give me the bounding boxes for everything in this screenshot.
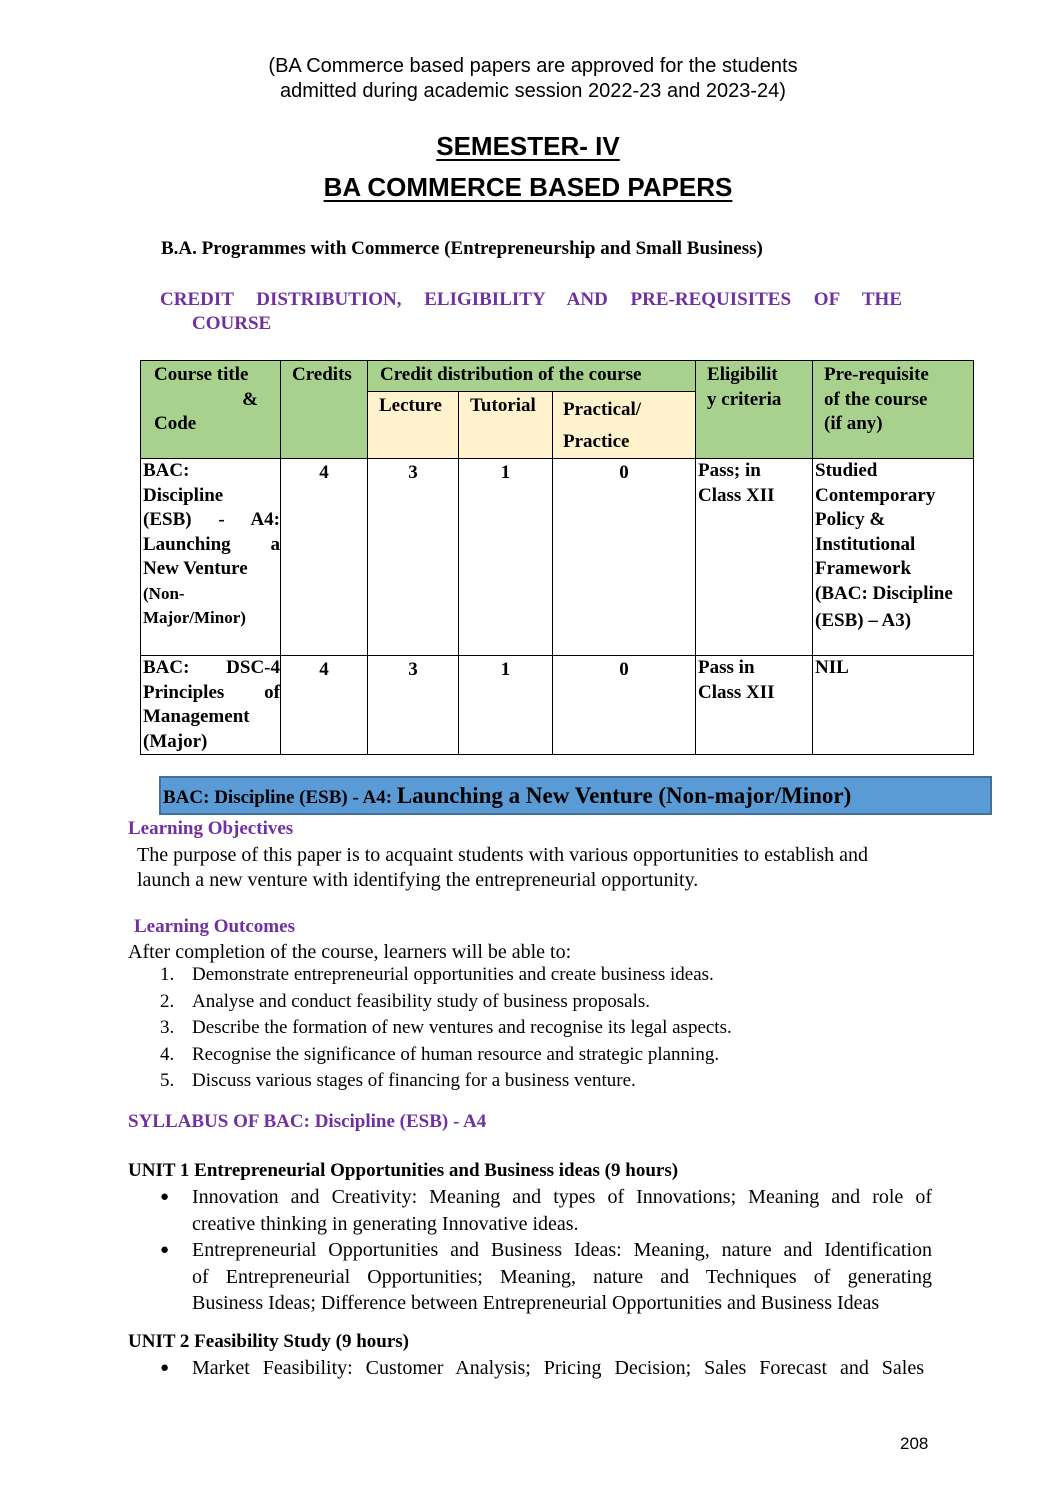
bullet-line: creative thinking in generating Innovative ideas. (192, 1212, 579, 1235)
learning-objectives-line: launch a new venture with identifying the entrepreneurial opportunity. (137, 869, 699, 891)
section-title: BA COMMERCE BASED PAPERS (323, 172, 733, 202)
course-banner-prefix: BAC: Discipline (ESB) - A4: (163, 787, 397, 808)
bullet-icon: ● (160, 1242, 170, 1258)
practical-cell: 0 (553, 656, 696, 755)
cell-line: Management (143, 706, 250, 727)
cell-line: Class XII (698, 681, 775, 703)
bullet-line: Entrepreneurial Opportunities and Business Ideas: Meaning, nature and Identification (192, 1239, 932, 1261)
credits-cell: 4 (281, 459, 368, 656)
credit-heading-line-1: CREDIT DISTRIBUTION, ELIGIBILITY AND PRE-REQUISITES OF THE (160, 289, 902, 310)
cell-line: Pass; in (698, 460, 761, 481)
cell-line: (BAC: Discipline (815, 582, 953, 604)
list-item-number: 5. (160, 1070, 175, 1091)
header-eligibility (696, 361, 813, 459)
tutorial-cell: 1 (459, 459, 553, 656)
learning-outcomes-heading: Learning Outcomes (134, 916, 295, 937)
list-item-text: Recognise the significance of human resource and strategic planning. (192, 1043, 720, 1065)
header-eligibility-line: y criteria (707, 388, 782, 410)
learning-objectives-text (137, 843, 868, 893)
bullet-line: Innovation and Creativity: Meaning and types of Innovations; Meaning and role of (192, 1186, 932, 1208)
list-item-number: 2. (160, 990, 175, 1012)
cell-line: Principles of (143, 681, 280, 703)
cell-line: Studied (815, 460, 878, 481)
unit-1-bullet-1 (160, 1184, 932, 1237)
eligibility-cell (696, 459, 813, 656)
table-row (141, 459, 974, 656)
cell-line: Launching a (143, 533, 280, 555)
list-item-text: Analyse and conduct feasibility study of business proposals. (192, 990, 651, 1012)
list-item (160, 1015, 732, 1042)
list-item-text: Demonstrate entrepreneurial opportunities and create business ideas. (192, 964, 714, 985)
header-practical (553, 392, 696, 459)
cell-line: Contemporary (815, 484, 936, 506)
cell-line: (Non- (143, 583, 185, 603)
header-practical-line: Practical/ (563, 399, 642, 420)
header-course-title-line: & (242, 388, 258, 410)
list-item (160, 1068, 732, 1095)
prerequisite-cell (813, 459, 974, 656)
header-prerequisite (813, 361, 974, 459)
table-row (141, 656, 974, 755)
cell-line: Discipline (143, 484, 224, 506)
bullet-text (192, 1355, 924, 1382)
cell-line: Framework (815, 558, 912, 579)
approval-note (0, 54, 1060, 104)
header-prerequisite-line: (if any) (824, 413, 883, 434)
bullet-text (192, 1237, 932, 1317)
bullet-line: Market Feasibility: Customer Analysis; Pricing Decision; Sales Forecast and Sales (192, 1357, 924, 1379)
header-credits: Credits (281, 361, 368, 459)
header-practical-line: Practice (563, 431, 630, 452)
cell-line: (ESB) – A3) (815, 610, 912, 631)
cell-line: Institutional (815, 533, 916, 555)
cell-line: New Venture (143, 558, 248, 579)
learning-outcomes-intro: After completion of the course, learners will be able to: (128, 941, 572, 963)
header-lecture: Lecture (368, 392, 459, 459)
page-number: 208 (900, 1434, 929, 1453)
header-tutorial: Tutorial (459, 392, 553, 459)
header-prerequisite-line: of the course (824, 388, 928, 410)
cell-line: NIL (815, 657, 849, 678)
list-item (160, 962, 732, 989)
list-item-number: 3. (160, 1017, 175, 1038)
course-title-cell (141, 459, 281, 656)
header-credit-distribution: Credit distribution of the course (368, 361, 696, 392)
practical-cell: 0 (553, 459, 696, 656)
list-item-text: Describe the formation of new ventures and recognise its legal aspects. (192, 1017, 732, 1038)
approval-note-line-2: admitted during academic session 2022-23 and 2023-24) (280, 80, 786, 102)
header-course-title-line: Code (154, 413, 197, 434)
unit-1-bullet-2 (160, 1237, 932, 1317)
header-prerequisite-line: Pre-requisite (824, 364, 929, 385)
cell-line: Pass in (698, 657, 755, 678)
programme-title: B.A. Programmes with Commerce (Entrepreneurship and Small Business) (161, 238, 763, 259)
unit-2-bullet-1 (160, 1355, 924, 1382)
cell-line: (ESB) - A4: (143, 509, 280, 530)
list-item (160, 989, 732, 1016)
eligibility-cell (696, 656, 813, 755)
tutorial-cell: 1 (459, 656, 553, 755)
unit-1-heading: UNIT 1 Entrepreneurial Opportunities and Business ideas (9 hours) (128, 1160, 679, 1181)
list-item-text: Discuss various stages of financing for a business venture. (192, 1070, 636, 1091)
bullet-text (192, 1184, 932, 1237)
credit-distribution-table (140, 360, 974, 755)
approval-note-line-1: (BA Commerce based papers are approved for the students (268, 55, 798, 77)
list-item-number: 4. (160, 1043, 175, 1065)
course-title-cell (141, 656, 281, 755)
bullet-icon: ● (160, 1360, 170, 1376)
lecture-cell: 3 (368, 656, 459, 755)
learning-objectives-heading: Learning Objectives (128, 818, 294, 839)
cell-line: BAC: DSC-4 (143, 657, 280, 678)
bullet-icon: ● (160, 1189, 170, 1205)
unit-2-heading: UNIT 2 Feasibility Study (9 hours) (128, 1331, 410, 1352)
list-item-number: 1. (160, 964, 175, 985)
header-course-title-line: Course title (154, 364, 249, 385)
header-eligibility-line: Eligibilit (707, 364, 778, 385)
credit-heading (160, 288, 902, 336)
semester-title: SEMESTER- IV (436, 131, 620, 161)
bullet-line: Business Ideas; Difference between Entrepreneurial Opportunities and Business Ideas (192, 1292, 880, 1314)
cell-line: BAC: (143, 460, 190, 481)
cell-line: (Major) (143, 730, 208, 752)
header-course-title (141, 361, 281, 459)
cell-line: Major/Minor) (143, 608, 246, 627)
cell-line: Class XII (698, 484, 775, 506)
learning-outcomes-list (160, 962, 732, 1095)
cell-line: Policy & (815, 509, 886, 530)
syllabus-heading: SYLLABUS OF BAC: Discipline (ESB) - A4 (128, 1111, 487, 1132)
credit-heading-line-2: COURSE (192, 313, 272, 334)
credits-cell: 4 (281, 656, 368, 755)
bullet-line: of Entrepreneurial Opportunities; Meaning, nature and Techniques of generating (192, 1265, 932, 1288)
course-banner-title: Launching a New Venture (Non-major/Minor) (396, 783, 852, 808)
list-item (160, 1042, 732, 1069)
course-banner (159, 776, 992, 815)
learning-objectives-line: The purpose of this paper is to acquaint students with various opportunities to establish and (137, 844, 868, 866)
prerequisite-cell (813, 656, 974, 755)
lecture-cell: 3 (368, 459, 459, 656)
